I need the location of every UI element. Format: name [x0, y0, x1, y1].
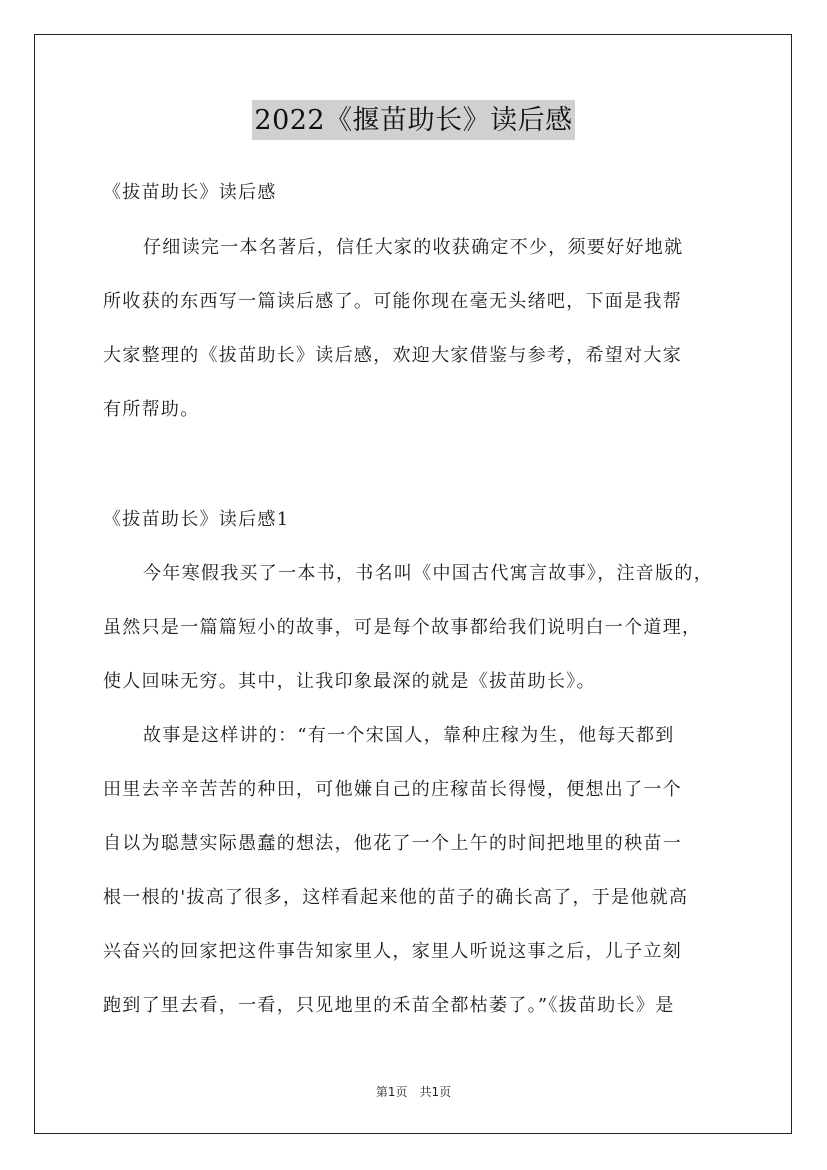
- para2-line-3: 自以为聪慧实际愚蠢的想法，他花了一个上午的时间把地里的秧苗一: [103, 833, 682, 854]
- page-footer: 第1页 共1页: [375, 1085, 452, 1099]
- para2-line-2: 田里去辛辛苦苦的种田，可他嫌自己的庄稼苗长得慢，便想出了一个: [103, 779, 682, 800]
- document-title-wrap: [0, 100, 827, 140]
- para2-line-5: 兴奋兴的回家把这件事告知家里人，家里人听说这事之后，儿子立刻: [103, 941, 682, 962]
- section1-heading: 《拔苗助长》读后感1: [103, 509, 290, 530]
- para1-line-1: 今年寒假我买了一本书，书名叫《中国古代寓言故事》，注音版的，: [143, 563, 713, 584]
- intro-line-2: 所收获的东西写一篇读后感了。可能你现在毫无头绪吧，下面是我帮: [103, 291, 682, 312]
- para2-line-1: 故事是这样讲的：“有一个宋国人，靠种庄稼为生，他每天都到: [143, 725, 675, 746]
- document-title: 2022《揠苗助长》读后感: [252, 100, 574, 140]
- intro-line-1: 仔细读完一本名著后，信任大家的收获确定不少，须要好好地就: [143, 237, 684, 258]
- para1-line-2: 虽然只是一篇篇短小的故事，可是每个故事都给我们说明白一个道理，: [103, 617, 702, 638]
- subtitle: 《拔苗助长》读后感: [103, 182, 277, 203]
- para2-line-6: 跑到了里去看，一看，只见地里的禾苗全都枯萎了。”《拔苗助长》是: [103, 995, 675, 1016]
- intro-line-4: 有所帮助。: [103, 399, 200, 420]
- para1-line-3: 使人回味无穷。其中，让我印象最深的就是《拔苗助长》。: [103, 671, 596, 692]
- para2-line-4: 根一根的'拔高了很多，这样看起来他的苗子的确长高了，于是他就高: [103, 887, 689, 908]
- intro-line-3: 大家整理的《拔苗助长》读后感，欢迎大家借鉴与参考，希望对大家: [103, 345, 682, 366]
